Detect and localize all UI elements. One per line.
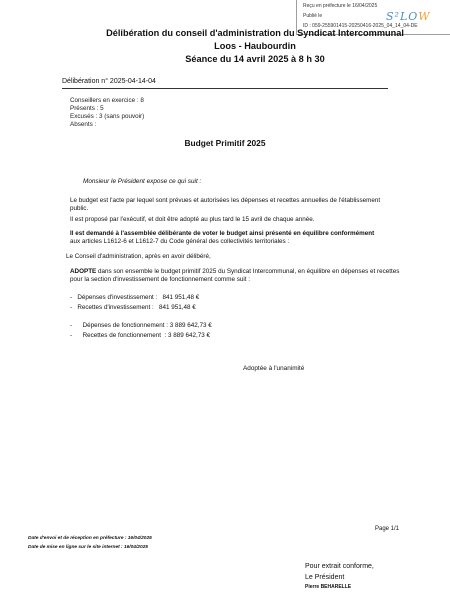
attendance-excused: Excusés : 3 (sans pouvoir) [70, 113, 145, 120]
divider [62, 88, 388, 89]
paragraph-definition: Le budget est l'acte par lequel sont prévues et autorisées les dépenses et recettes annuelles de l'établissement public. [70, 197, 381, 213]
slow-logo-accent: W [418, 10, 431, 23]
header-location: Loos - Haubourdin [214, 41, 296, 51]
attendance-in-office: Conseillers en exercice : 8 [70, 97, 144, 104]
slow-logo [386, 10, 431, 23]
header-session: Séance du 14 avril 2025 à 8 h 30 [185, 54, 325, 64]
stamp-received: Reçu en préfecture le 16/04/2025 [303, 3, 378, 9]
adopte-rest: dans son ensemble le budget primitif 2025 du Syndicat Intercommunal, en équilibre en dépenses et recettes pour la section d'investissement de fonctionnement comme suit : [70, 268, 400, 284]
operating-expenses: - Dépenses de fonctionnement : 3 889 642,73 € [70, 322, 212, 329]
stamp-published: Publié le [303, 13, 323, 19]
date-reception: Date d'envoi et de réception en préfecture : 16/04/2025 [28, 536, 152, 541]
date-online: Date de mise en ligne sur le site internet : 16/04/2025 [28, 545, 148, 550]
investment-expenses: - Dépenses d'investissement : 841 951,48 € [70, 294, 200, 301]
signature-name: Pierre BEHARELLE [305, 584, 352, 590]
paragraph-request-rest: aux articles L1612-6 et L1612-7 du Code général des collectivités territoriales : [70, 238, 290, 246]
document-title: Budget Primitif 2025 [184, 138, 266, 148]
stamp-id: ID : 059-255901415-20250416-2025_04_14_04-DE [303, 23, 418, 29]
adoption-result: Adoptée à l'unanimité [243, 365, 305, 372]
signature-extract: Pour extrait conforme, [305, 563, 374, 570]
adopte-lead: ADOPTE [70, 268, 97, 275]
deliberation-number: Délibération n° 2025-04-14-04 [62, 78, 156, 85]
paragraph-request-bold: Il est demandé à l'assemblée délibérante de voter le budget ainsi présenté en équilibre conformément [70, 230, 375, 237]
page-number: Page 1/1 [375, 526, 400, 532]
slow-logo-main: S²LO [386, 10, 419, 23]
paragraph-council: Le Conseil d'administration, après en avoir délibéré, [66, 253, 211, 260]
paragraph-proposal: Il est proposé par l'exécutif, et doit être adopté au plus tard le 15 avril de chaque année. [70, 216, 315, 223]
investment-revenues: - Recettes d'investissement : 841 951,48 € [70, 304, 196, 311]
paragraph-request [70, 230, 400, 247]
paragraph-adopte [70, 268, 400, 285]
attendance-absent: Absents : [70, 121, 97, 128]
signature-title: Le Président [305, 574, 345, 581]
intro-line: Monsieur le Président expose ce qui suit : [83, 178, 202, 185]
attendance-present: Présents : 5 [70, 105, 104, 112]
header-council: Délibération du conseil d'administration du Syndicat Intercommunal [106, 28, 404, 38]
operating-revenues: - Recettes de fonctionnement : 3 889 642,73 € [70, 332, 211, 339]
